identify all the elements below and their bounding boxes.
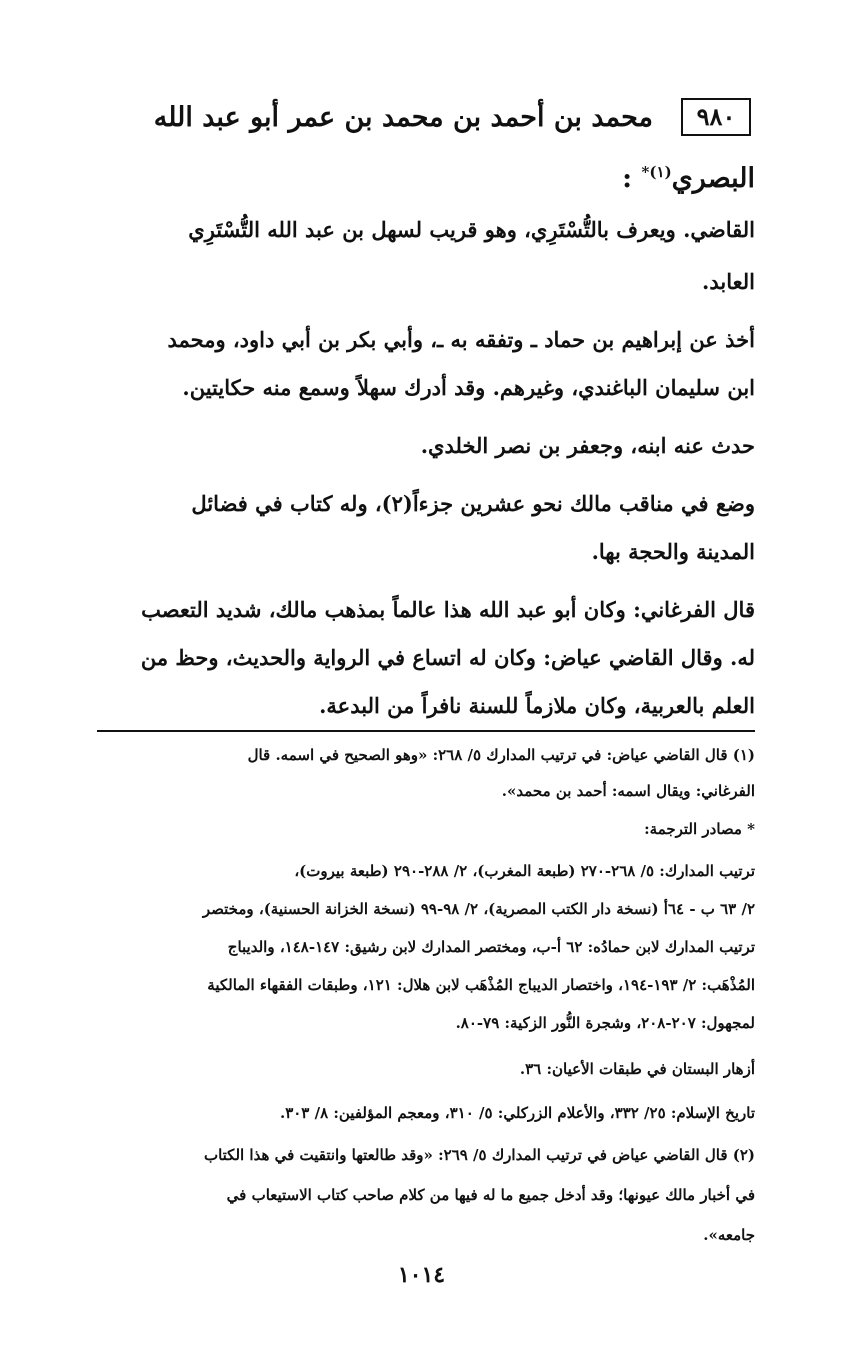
footnote-separator (97, 730, 755, 732)
footnote-line: في أخبار مالك عيونها؛ وقد أدخل جميع ما له فيها من كلام صاحب كتاب الاستيعاب في (226, 1186, 755, 1204)
footnote-line: المُذْهَب: ٢/ ١٩٣-١٩٤، واختصار الديباج المُذْهَب لابن هلال: ١٢١، وطبقات الفقهاء المالكية (207, 976, 755, 994)
paragraph-line: حدث عنه ابنه، وجعفر بن نصر الخلدي. (420, 433, 755, 458)
footnote-line: (١) قال القاضي عياض: في ترتيب المدارك ٥/ ٢٦٨: «وهو الصحيح في اسمه. قال (247, 746, 755, 764)
footnote-line: لمجهول: ٢٠٧-٢٠٨، وشجرة النُّور الزكية: ٧٩-٨٠. (455, 1014, 755, 1032)
paragraph-line: قال الفرغاني: وكان أبو عبد الله هذا عالماً بمذهب مالك، شديد التعصب (141, 597, 755, 622)
paragraph-line: القاضي. ويعرف بالتُّسْتَرِي، وهو قريب لسهل بن عبد الله التُّسْتَرِي (188, 217, 755, 242)
footnote-line: ٢/ ٦٣ ب - ٦٤أ (نسخة دار الكتب المصرية)، ٢/ ٩٨-٩٩ (نسخة الخزانة الحسنية)، ومختصر (202, 900, 755, 918)
title-colon: : (622, 163, 633, 194)
page-number: ١٠١٤ (397, 1262, 446, 1288)
footnote-line: أزهار البستان في طبقات الأعيان: ٣٦. (519, 1060, 755, 1078)
paragraph-line: ابن سليمان الباغندي، وغيرهم. وقد أدرك سهلاً وسمع منه حكايتين. (182, 375, 755, 400)
paragraph-line: له. وقال القاضي عياض: وكان له اتساع في الرواية والحديث، وحظ من (140, 645, 755, 670)
sources-heading: * مصادر الترجمة: (644, 820, 755, 838)
entry-number: ٩٨٠ (696, 102, 736, 131)
entry-title-line1: محمد بن أحمد بن محمد بن عمر أبو عبد الله (153, 102, 653, 133)
paragraph-line: وضع في مناقب مالك نحو عشرين جزءاً(٢)، وله كتاب في فضائل (191, 491, 755, 516)
footnote-line: ترتيب المدارك: ٥/ ٢٦٨-٢٧٠ (طبعة المغرب)، ٢/ ٢٨٨-٢٩٠ (طبعة بيروت)، (294, 862, 755, 880)
footnote-line: ترتيب المدارك لابن حمادُه: ٦٢ أ-ب، ومختصر المدارك لابن رشيق: ١٤٧-١٤٨، والديباج (227, 938, 755, 956)
footnote-line: جامعه». (703, 1226, 755, 1244)
paragraph-line: العابد. (702, 269, 755, 294)
entry-title-name: البصري (671, 163, 755, 194)
paragraph-line: العلم بالعربية، وكان ملازماً للسنة نافراً من البدعة. (319, 693, 755, 718)
footnote-line: (٢) قال القاضي عياض في ترتيب المدارك ٥/ ٢٦٩: «وقد طالعتها وانتقيت في هذا الكتاب (203, 1146, 755, 1164)
entry-number-box (681, 98, 751, 136)
entry-title-line2 (455, 150, 755, 201)
paragraph-line: أخذ عن إبراهيم بن حماد ـ وتفقه به ـ، وأبي بكر بن أبي داود، ومحمد (167, 327, 755, 352)
paragraph-line: المدينة والحجة بها. (591, 539, 755, 564)
footnote-line: تاريخ الإسلام: ٢٥/ ٣٣٢، والأعلام الزركلي: ٥/ ٣١٠، ومعجم المؤلفين: ٨/ ٣٠٣. (279, 1104, 755, 1122)
footnote-line: الفرغاني: ويقال اسمه: أحمد بن محمد». (501, 782, 755, 800)
footnote-marker: (١)* (641, 163, 672, 181)
